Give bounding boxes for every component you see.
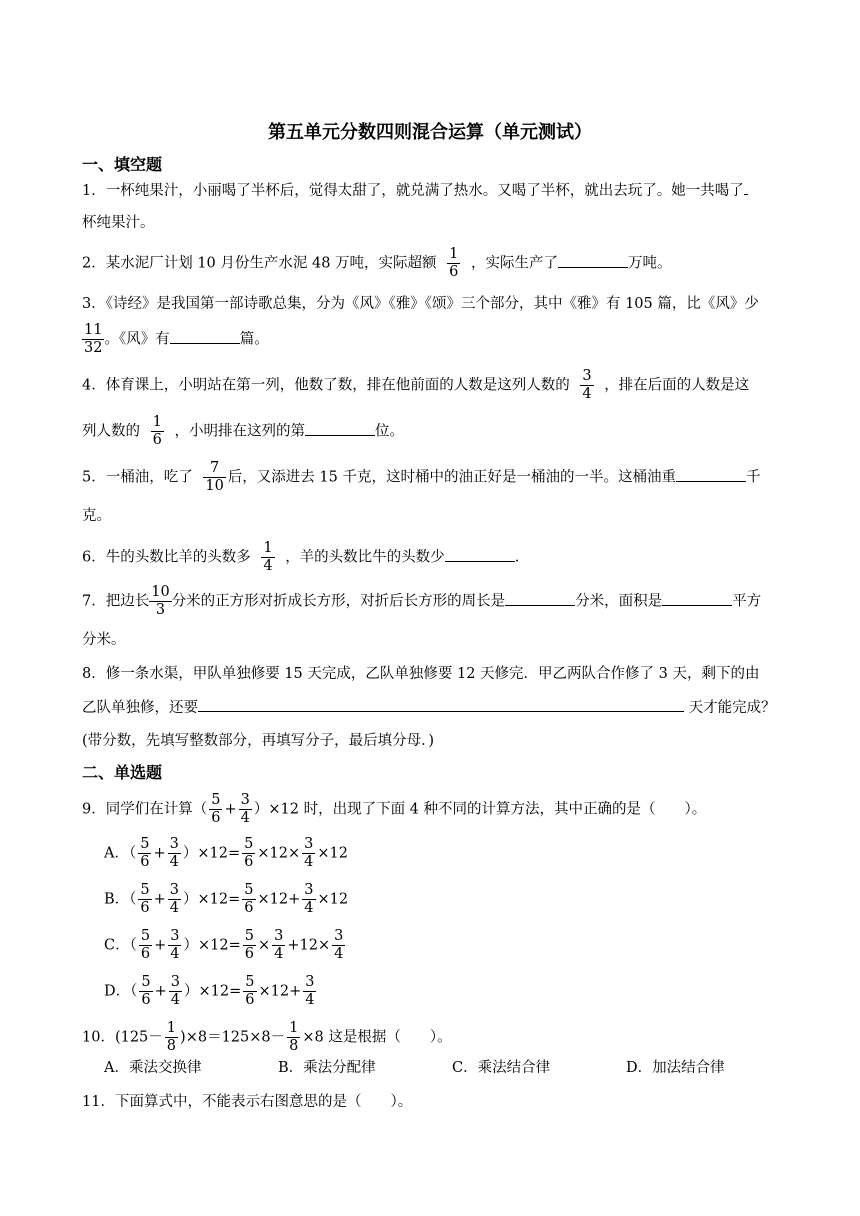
- question-8-line-2: [82, 697, 776, 718]
- question-4-text-cont3: ，小明排在这列的第: [174, 423, 305, 440]
- option-c[interactable]: [104, 928, 347, 963]
- option-a[interactable]: A．乘法交换律: [104, 1060, 202, 1076]
- question-2: [82, 246, 672, 281]
- question-9-text-cont: ）×12 时，出现了下面 4 种不同的计算方法，其中正确的是（ ）。: [253, 801, 707, 818]
- question-10: [82, 1020, 452, 1055]
- answer-blank[interactable]: [505, 591, 575, 606]
- question-10-options: [104, 1058, 804, 1078]
- fraction: $\frac{5}{6}$: [244, 882, 254, 916]
- expression-part: ）×12=: [184, 983, 242, 1000]
- answer-blank[interactable]: [744, 180, 748, 195]
- question-8-note: [82, 731, 434, 751]
- section-heading-fill-blank: 一、填空题: [82, 155, 163, 174]
- fraction: $\frac{3}{4}$: [304, 836, 314, 870]
- plus-sign: +: [154, 983, 167, 1000]
- fraction: $\frac{11}{32}$: [84, 322, 103, 356]
- question-6-text: 6．牛的头数比羊的头数多: [82, 549, 251, 566]
- question-3-unit: 篇。: [239, 331, 269, 348]
- question-2-unit: 万吨。: [628, 255, 672, 272]
- question-8-line-1: [82, 664, 760, 684]
- fraction: $\frac{5}{6}$: [140, 882, 150, 916]
- fraction: $\frac{5}{6}$: [245, 974, 255, 1008]
- question-5-text: 5．一桶油，吃了: [82, 469, 193, 486]
- question-7-text-cont2: 分米，面积是: [575, 593, 663, 610]
- expression-part: ×12×: [257, 845, 301, 862]
- question-2-text-cont: ，实际生产了: [471, 255, 559, 272]
- question-5-line-1: [82, 460, 760, 495]
- option-label: B．（: [104, 891, 137, 908]
- option-b[interactable]: B．乘法分配律: [278, 1060, 376, 1076]
- question-4-text-cont2: 列人数的: [82, 423, 140, 440]
- question-9: [82, 792, 706, 827]
- question-3-line-2: [82, 322, 269, 357]
- question-8-text: 8．修一条水渠，甲队单独修要 15 天完成，乙队单独修要 12 天修完．甲乙两队合作修了 3 天，剩下的由: [82, 666, 760, 682]
- option-d[interactable]: D．加法结合律: [626, 1060, 725, 1076]
- question-8-note-text: (带分数，先填写整数部分，再填写分子，最后填分母．): [82, 733, 435, 749]
- plus-sign: +: [154, 937, 167, 954]
- answer-blank[interactable]: [662, 591, 732, 606]
- answer-blank[interactable]: [558, 253, 628, 268]
- question-7-line-1: [82, 584, 761, 619]
- question-1-line-1: [82, 180, 748, 201]
- question-7-line-2: [82, 630, 126, 650]
- fraction: $\frac{3}{4}$: [240, 792, 250, 826]
- expression-part: ×12: [317, 845, 348, 862]
- question-1-text: 1．一杯纯果汁，小丽喝了半杯后，觉得太甜了，就兑满了热水。又喝了半杯，就出去玩了。她一共喝了: [82, 183, 744, 199]
- expression-part: ）×12=: [183, 937, 241, 954]
- page-title: 第五单元分数四则混合运算（单元测试）: [268, 122, 592, 143]
- option-label: D．（: [104, 983, 138, 1000]
- plus-sign: +: [224, 801, 237, 818]
- fraction: $\frac{1}{6}$: [449, 246, 459, 280]
- option-label: A．（: [104, 845, 137, 862]
- question-10-text-end: ×8 这是根据（ ）。: [302, 1029, 452, 1046]
- fraction: $\frac{1}{8}$: [289, 1020, 299, 1054]
- fraction: $\frac{7}{10}$: [205, 460, 224, 494]
- answer-blank[interactable]: [198, 697, 684, 712]
- fraction: $\frac{5}{6}$: [140, 836, 150, 870]
- fraction: $\frac{3}{4}$: [169, 836, 179, 870]
- option-c[interactable]: C．乘法结合律: [452, 1060, 551, 1076]
- plus-sign: +: [153, 845, 166, 862]
- fraction: $\frac{1}{6}$: [152, 414, 162, 448]
- fraction: $\frac{3}{4}$: [304, 882, 314, 916]
- fraction: $\frac{3}{4}$: [170, 928, 180, 962]
- question-8-text-end: 天才能完成？: [688, 700, 776, 716]
- answer-blank[interactable]: [305, 421, 375, 436]
- answer-blank[interactable]: [676, 467, 746, 482]
- expression-part: ×12+: [257, 891, 301, 908]
- option-d[interactable]: [104, 974, 318, 1009]
- option-b[interactable]: [104, 882, 348, 917]
- fraction: $\frac{5}{6}$: [244, 928, 254, 962]
- answer-blank[interactable]: [170, 329, 240, 344]
- question-5-line-2: [82, 506, 111, 526]
- fraction: $\frac{5}{6}$: [211, 792, 221, 826]
- fraction: $\frac{5}{6}$: [140, 928, 151, 962]
- question-9-text: 9．同学们在计算（: [82, 801, 208, 818]
- expression-part: ×12+: [258, 983, 302, 1000]
- question-1-text-cont: 杯纯果汁。: [82, 215, 155, 231]
- question-5-unit: 千: [745, 469, 761, 486]
- question-11: [82, 1092, 412, 1112]
- option-label: C．（: [104, 937, 137, 954]
- question-7-unit: 平方: [732, 593, 762, 610]
- question-3-line-1: [82, 294, 759, 314]
- section-heading-single-choice: 二、单选题: [82, 763, 163, 782]
- fraction: $\frac{3}{4}$: [169, 882, 180, 916]
- question-6-end: .: [514, 549, 520, 566]
- fraction: $\frac{3}{4}$: [274, 928, 284, 962]
- expression-part: ×: [257, 937, 271, 954]
- fraction: $\frac{1}{4}$: [263, 540, 273, 574]
- question-4-line-1: [82, 368, 749, 403]
- question-4-text-cont: ，排在后面的人数是这: [604, 377, 750, 394]
- expression-part: ×12: [317, 891, 349, 908]
- question-3-text-cont: 。《风》有: [104, 331, 170, 348]
- question-4-line-2: [82, 414, 404, 449]
- question-11-text: 11．下面算式中，不能表示右图意思的是（ ）。: [82, 1094, 413, 1110]
- expression-part: +12×: [287, 937, 331, 954]
- question-5-unit-cont: 克。: [82, 508, 111, 524]
- question-7-text: 7．把边长: [82, 593, 150, 610]
- question-4-text: 4．体育课上，小明站在第一列，他数了数，排在他前面的人数是这列人数的: [82, 377, 570, 394]
- question-6: [82, 540, 519, 575]
- question-5-text-cont: 后，又添进去 15 千克，这时桶中的油正好是一桶油的一半。这桶油重: [227, 469, 676, 486]
- fraction: $\frac{5}{6}$: [244, 836, 254, 870]
- question-10-text-cont: )×8＝125×8－: [180, 1029, 286, 1046]
- answer-blank[interactable]: [445, 547, 515, 562]
- fraction: $\frac{3}{4}$: [334, 928, 344, 962]
- expression-part: ）×12=: [183, 891, 241, 908]
- question-8-text-cont: 乙队单独修，还要: [82, 700, 198, 716]
- question-3-text: 3．《诗经》是我国第一部诗歌总集，分为《风》《雅》《颂》三个部分，其中《雅》有 105 篇，比《风》少: [82, 296, 759, 312]
- question-2-text: 2．某水泥厂计划 10 月份生产水泥 48 万吨，实际超额: [82, 255, 437, 272]
- question-6-text-cont: ，羊的头数比牛的头数少: [285, 549, 445, 566]
- question-4-unit: 位。: [374, 423, 404, 440]
- question-1-line-2: [82, 213, 155, 233]
- option-a[interactable]: [104, 836, 348, 871]
- plus-sign: +: [153, 891, 166, 908]
- fraction: $\frac{10}{3}$: [151, 584, 170, 618]
- fraction: $\frac{3}{4}$: [582, 368, 592, 402]
- question-7-unit-cont: 分米。: [82, 632, 126, 648]
- question-10-text: 10．(125－: [82, 1029, 163, 1046]
- fraction: $\frac{1}{8}$: [166, 1020, 177, 1054]
- fraction: $\frac{3}{4}$: [305, 974, 315, 1008]
- question-7-text-cont: 分米的正方形对折成长方形，对折后长方形的周长是: [171, 593, 506, 610]
- fraction: $\frac{5}{6}$: [141, 974, 151, 1008]
- fraction: $\frac{3}{4}$: [170, 974, 181, 1008]
- expression-part: ）×12=: [182, 845, 241, 862]
